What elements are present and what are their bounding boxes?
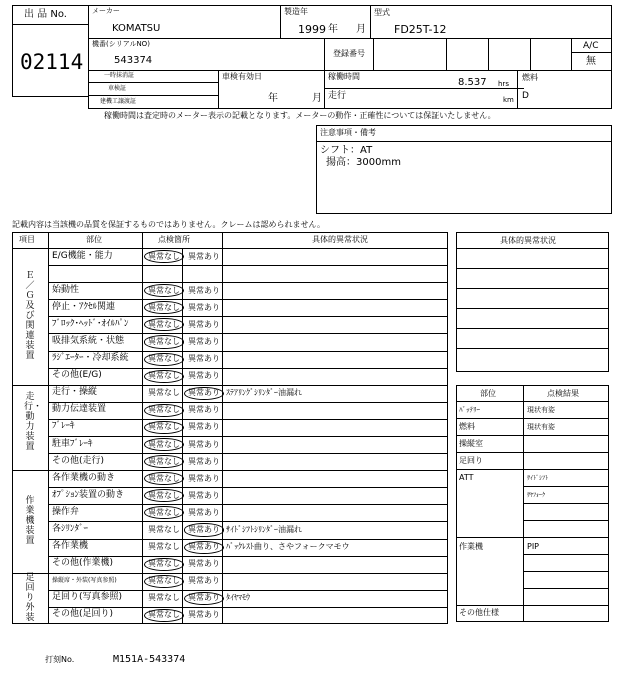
divider	[370, 5, 371, 38]
no-abnormal-circle-mark	[144, 438, 184, 451]
divider	[88, 70, 612, 71]
divider	[446, 38, 447, 70]
divider	[12, 573, 448, 574]
group-title: Ｅ／Ｇ及び関連装置	[25, 271, 35, 362]
divider	[48, 607, 448, 608]
year-unit: 年	[328, 24, 338, 35]
att-value-2: ｻﾔﾌｫｰｸ	[527, 492, 546, 499]
divider	[48, 590, 448, 591]
work-value: PIP	[527, 542, 540, 551]
row-part-label: 始動性	[52, 284, 80, 295]
right-detail-header: 具体的異常状況	[500, 236, 556, 245]
row-detail: ﾀｲﾔﾏﾓｳ	[226, 593, 250, 603]
remarks-line-2: 揚高：3000mm	[326, 157, 401, 168]
abnormal-option: 異常あり	[188, 251, 220, 261]
divider	[48, 299, 448, 300]
no-abnormal-circle-mark	[144, 404, 184, 417]
divider	[456, 469, 609, 470]
fuel-label: 燃料	[522, 73, 538, 82]
inspection-expiry-label: 車検有効日	[222, 72, 262, 81]
abnormal-option: 異常あり	[188, 422, 220, 432]
row-part-label: ﾗｼﾞｴｰﾀｰ・冷却系統	[52, 353, 129, 364]
abnormal-circle-mark	[184, 592, 224, 605]
km-unit: km	[503, 96, 514, 104]
abnormal-circle-mark	[184, 541, 224, 554]
row-part-label: 各ｼﾘﾝﾀﾞｰ	[52, 524, 89, 534]
no-abnormal-circle-mark	[144, 353, 184, 366]
divider	[517, 70, 518, 109]
serial-label: 機番(シリアルNO)	[92, 40, 150, 48]
abnormal-option: 異常あり	[188, 302, 220, 312]
divider	[48, 419, 448, 420]
row-part-label: 足回り(写真参照)	[52, 592, 123, 603]
no-abnormal-circle-mark	[144, 609, 184, 622]
no-abnormal-option: 異常なし	[148, 251, 180, 261]
att-label: ATT	[459, 473, 474, 482]
no-abnormal-option: 異常なし	[148, 371, 180, 381]
divider	[48, 265, 448, 266]
no-abnormal-option: 異常なし	[148, 439, 180, 449]
no-abnormal-option: 異常なし	[148, 525, 180, 534]
divider	[12, 24, 89, 25]
divider	[523, 486, 609, 487]
no-abnormal-option: 異常なし	[148, 388, 180, 398]
abnormal-option: 異常あり	[188, 371, 220, 381]
model-label: 型式	[374, 8, 390, 17]
divider	[456, 268, 609, 269]
divider	[456, 537, 609, 538]
row-part-label: 操作弁	[52, 506, 80, 517]
divider	[142, 232, 143, 624]
abnormal-circle-mark	[184, 523, 224, 536]
divider	[456, 328, 609, 329]
battery-value: 現状有姿	[527, 406, 555, 414]
divider	[48, 333, 448, 334]
remarks-line-1: シフト：AT	[320, 145, 373, 156]
no-abnormal-option: 異常なし	[148, 576, 180, 586]
abnormal-option: 異常あり	[188, 576, 220, 586]
registration-label: 登録番号	[333, 49, 365, 58]
temp-cert-label: 一時抹消証	[104, 72, 135, 79]
row-part-label: 吸排気系統・状態	[52, 336, 125, 346]
divider	[222, 232, 223, 624]
divider	[48, 316, 448, 317]
expiry-year-unit: 年	[268, 93, 278, 104]
divider	[48, 282, 448, 283]
abnormal-option: 異常あり	[188, 610, 220, 620]
divider	[12, 248, 448, 249]
no-abnormal-option: 異常なし	[148, 337, 180, 346]
divider	[530, 38, 531, 70]
divider	[48, 436, 448, 437]
no-abnormal-option: 異常なし	[148, 319, 180, 329]
row-part-label: その他(E/G)	[52, 370, 102, 381]
divider	[373, 38, 374, 70]
row-part-label: ﾌﾞﾚｰｷ	[52, 421, 75, 432]
divider	[523, 571, 609, 572]
row-part-label: その他(作業機)	[52, 558, 114, 569]
work-label: 作業機	[459, 542, 483, 551]
divider	[12, 470, 448, 471]
remarks-box	[316, 125, 612, 214]
item-number: 02114	[20, 50, 84, 74]
abnormal-circle-mark	[184, 387, 224, 400]
no-abnormal-circle-mark	[144, 421, 184, 434]
no-abnormal-option: 異常なし	[148, 507, 180, 517]
hours-value: 8.537	[458, 77, 487, 88]
row-part-label: 駐車ﾌﾞﾚｰｷ	[52, 438, 93, 449]
ac-label: A/C	[583, 41, 599, 51]
row-part-label: 操縦席・外装(写真参照)	[52, 577, 117, 585]
undercarriage-label: 足回り	[459, 456, 483, 465]
abnormal-option: 異常あり	[188, 559, 220, 569]
abnormal-option: 異常あり	[188, 593, 220, 603]
no-abnormal-option: 異常なし	[148, 593, 180, 603]
run-label: 走行	[328, 91, 347, 101]
remarks-label: 注意事項・備考	[320, 128, 376, 137]
divider	[48, 368, 448, 369]
no-abnormal-option: 異常なし	[148, 559, 180, 569]
divider	[324, 38, 325, 109]
abnormal-option: 異常あり	[188, 542, 220, 552]
no-abnormal-option: 異常なし	[148, 285, 180, 295]
quality-disclaimer: 記載内容は当該機の品質を保証するものではありません。クレームは認められません。	[12, 220, 325, 229]
row-part-label: 停止・ｱｸｾﾙ関連	[52, 301, 116, 312]
divider	[456, 418, 609, 419]
row-part-label: ﾌﾞﾛｯｸ･ﾍｯﾄﾞ･ｵｲﾙﾊﾟﾝ	[52, 318, 129, 329]
group-title: 足回り外装	[25, 573, 35, 624]
no-abnormal-option: 異常なし	[148, 456, 180, 466]
row-part-label: 各作業機	[52, 541, 89, 552]
year-value: 1999	[298, 23, 326, 36]
abnormal-option: 異常あり	[188, 456, 220, 466]
no-abnormal-option: 異常なし	[148, 542, 180, 552]
abnormal-option: 異常あり	[188, 388, 220, 398]
divider	[48, 453, 448, 454]
hours-unit: hrs	[498, 80, 509, 88]
abnormal-option: 異常あり	[188, 439, 220, 449]
fuel-value: D	[522, 91, 529, 101]
expiry-month-unit: 月	[312, 93, 322, 104]
divider	[48, 504, 448, 505]
divider	[456, 288, 609, 289]
col-check-header: 点検箇所	[158, 235, 190, 244]
no-abnormal-circle-mark	[144, 558, 184, 571]
right-detail-box	[456, 232, 609, 372]
no-abnormal-option: 異常なし	[148, 405, 180, 415]
ac-value: 無	[586, 56, 596, 67]
fuel-row-value: 現状有姿	[527, 423, 555, 431]
no-abnormal-circle-mark	[144, 575, 184, 588]
group-title: 作業機装置	[25, 496, 35, 547]
row-detail: ｻｲﾄﾞｼﾌﾄｼﾘﾝﾀﾞｰ油漏れ	[226, 525, 302, 534]
divider	[456, 248, 609, 249]
divider	[48, 487, 448, 488]
att-value-1: ｻｲﾄﾞｼﾌﾄ	[527, 475, 549, 482]
result-header: 点検結果	[547, 389, 579, 398]
divider	[48, 521, 448, 522]
divider	[324, 88, 524, 89]
abnormal-option: 異常あり	[188, 285, 220, 295]
abnormal-option: 異常あり	[188, 525, 220, 534]
divider	[456, 348, 609, 349]
divider	[88, 38, 612, 39]
divider	[523, 588, 609, 589]
serial-value: 543374	[114, 55, 153, 66]
divider	[523, 503, 609, 504]
month-unit: 月	[356, 24, 366, 35]
divider	[88, 95, 218, 96]
divider	[488, 38, 489, 70]
abnormal-option: 異常あり	[188, 319, 220, 329]
no-abnormal-circle-mark	[144, 335, 184, 348]
col-item-header: 項目	[19, 235, 35, 244]
abnormal-option: 異常あり	[188, 405, 220, 415]
divider	[218, 70, 219, 109]
abnormal-option: 異常あり	[188, 354, 220, 364]
other-spec-label: その他仕様	[459, 608, 499, 617]
hours-label: 稼働時間	[328, 72, 360, 81]
divider	[571, 52, 612, 53]
no-abnormal-option: 異常なし	[148, 422, 180, 432]
row-detail: ｽﾃｱﾘﾝｸﾞｼﾘﾝﾀﾞｰ油漏れ	[226, 388, 302, 398]
stamp-label: 打刻No.	[45, 655, 75, 664]
maker-value: KOMATSU	[112, 23, 161, 34]
divider	[456, 435, 609, 436]
divider	[48, 539, 448, 540]
no-abnormal-option: 異常なし	[148, 473, 180, 483]
row-part-label: 走行・操縦	[52, 387, 98, 398]
inspection-table	[12, 232, 448, 624]
divider	[48, 232, 49, 624]
year-label: 製造年	[284, 7, 308, 16]
row-part-label: E/G機能・能力	[52, 250, 113, 261]
row-part-label: その他(走行)	[52, 455, 105, 466]
no-abnormal-circle-mark	[144, 250, 184, 263]
divider	[280, 5, 281, 38]
divider	[48, 556, 448, 557]
maker-label: メーカー	[92, 7, 120, 15]
cab-label: 操縦室	[459, 439, 483, 448]
abnormal-option: 異常あり	[188, 337, 220, 346]
divider	[48, 351, 448, 352]
divider	[88, 82, 218, 83]
col-part-header: 部位	[86, 235, 102, 244]
divider	[523, 554, 609, 555]
stamp-value: M151A-543374	[113, 654, 186, 665]
divider	[456, 452, 609, 453]
abnormal-option: 異常あり	[188, 507, 220, 517]
row-part-label: その他(足回り)	[52, 609, 114, 620]
no-abnormal-option: 異常なし	[148, 490, 180, 500]
row-part-label: ｵﾌﾟｼｮﾝ装置の動き	[52, 489, 125, 500]
row-detail: ﾊﾞｯｸﾚｽﾄ曲り、さやフォークマモウ	[226, 542, 350, 552]
no-abnormal-option: 異常なし	[148, 302, 180, 312]
divider	[48, 402, 448, 403]
no-abnormal-option: 異常なし	[148, 610, 180, 620]
divider	[456, 401, 609, 402]
abnormal-option: 異常あり	[188, 490, 220, 500]
divider	[456, 605, 609, 606]
battery-label: ﾊﾞｯﾃﾘｰ	[459, 406, 480, 414]
row-part-label: 動力伝達装置	[52, 404, 107, 415]
no-abnormal-option: 異常なし	[148, 354, 180, 364]
inspection-cert-label: 車検証	[108, 85, 127, 92]
hour-disclaimer: 稼働時間は査定時のメーター表示の記載となります。メーターの動作・正確性については保証いたしません。	[104, 111, 496, 120]
model-value: FD25T-12	[394, 23, 447, 36]
row-part-label: 各作業機の動き	[52, 472, 116, 483]
col-detail-header: 具体的異常状況	[312, 235, 368, 244]
divider	[571, 38, 572, 70]
divider	[316, 141, 612, 142]
part-header: 部位	[480, 389, 496, 398]
divider	[523, 520, 609, 521]
divider	[456, 308, 609, 309]
no-abnormal-circle-mark	[144, 370, 184, 383]
divider	[12, 385, 448, 386]
item-number-label: 出 品 No.	[24, 9, 67, 20]
fuel-row-label: 燃料	[459, 422, 475, 431]
group-title: 走行・動力装置	[24, 392, 43, 453]
work-vehicle-cert-label: 建機工譲渡証	[100, 98, 137, 105]
abnormal-option: 異常あり	[188, 473, 220, 483]
